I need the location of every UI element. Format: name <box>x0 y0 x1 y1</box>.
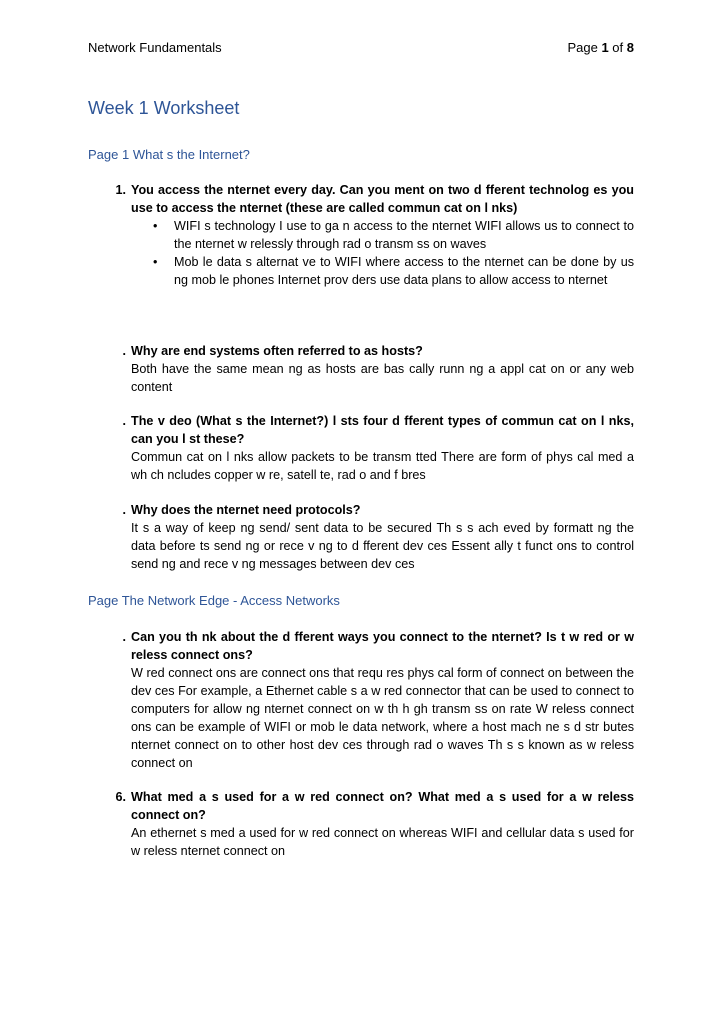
question-number: . <box>122 630 126 644</box>
question-number: 6. <box>115 790 126 804</box>
question-number: . <box>122 503 126 517</box>
question-text: What med a s used for a w red connect on? What med a s used for a w reless connect on? <box>131 790 634 822</box>
bullet-icon: • <box>153 255 158 269</box>
answer-text: An ethernet s med a used for w red connect on whereas WIFI and cellular data s used for w reless nternet connect on <box>131 826 634 858</box>
worksheet-title: Week 1 Worksheet <box>88 98 240 118</box>
question-number: . <box>122 414 126 428</box>
bullet-icon: • <box>153 219 158 233</box>
bullet-item <box>131 253 634 289</box>
page-label: Page <box>567 40 602 55</box>
question-item <box>88 181 634 289</box>
bullet-text: Mob le data s alternat ve to WIFI where access to the nternet can be done by us ng mob le phones Internet prov ders use data plans to allow access to nternet <box>174 255 634 287</box>
total-pages: 8 <box>626 40 634 55</box>
question-number: 1. <box>115 183 126 197</box>
bullet-item <box>131 217 634 253</box>
bullet-text: WIFI s technology I use to ga n access to the nternet WIFI allows us to connect to the nternet w relessly through rad o transm ss on waves <box>174 219 634 251</box>
question-item <box>88 342 634 396</box>
header-page-number <box>567 40 634 55</box>
question-item <box>88 628 634 772</box>
answer-bullets <box>131 217 634 289</box>
question-text: You access the nternet every day. Can you ment on two d fferent technolog es you use to access the nternet (these are called commun cat on l nks) <box>131 183 634 215</box>
answer-text: Commun cat on l nks allow packets to be transm tted There are form of phys cal med a wh ch ncludes copper w re, satell te, rad o and f bres <box>131 450 634 482</box>
question-text: Why does the nternet need protocols? <box>131 503 361 517</box>
answer-text: Both have the same mean ng as hosts are bas cally runn ng a appl cat on or any web content <box>131 362 634 394</box>
answer-text: W red connect ons are connect ons that requ res phys cal form of connect on between the dev ces For example, a Ethernet cable s a w red connector that can be used to connect to computers for allow ng nternet connect on w th h gh transm ss on rate W reless connect ons can be example of WIFI or mob le data network, where a host mach ne s d str butes nternet connect on to other host dev ces through rad o waves Th s s known as w reless connect on <box>131 666 634 770</box>
page-of: of <box>608 40 627 55</box>
answer-text: It s a way of keep ng send/ sent data to be secured Th s s ach eved by formatt ng the data before ts send ng or rece v ng to d fferent dev ces Essent ally t funct ons to control send ng and rece v ng messages between dev ces <box>131 521 634 571</box>
question-text: Can you th nk about the d fferent ways you connect to the nternet? Is t w red or w reless connect ons? <box>131 630 634 662</box>
question-item <box>88 412 634 484</box>
section-heading: Page 1 What s the Internet? <box>88 147 250 162</box>
question-text: The v deo (What s the Internet?) l sts four d fferent types of commun cat on l nks, can you l st these? <box>131 414 634 446</box>
question-item <box>88 788 634 860</box>
section-heading: Page The Network Edge - Access Networks <box>88 593 340 608</box>
question-text: Why are end systems often referred to as hosts? <box>131 344 423 358</box>
question-item <box>88 501 634 573</box>
header-doc-title: Network Fundamentals <box>88 40 222 55</box>
current-page: 1 <box>601 40 609 55</box>
question-number: . <box>122 344 126 358</box>
